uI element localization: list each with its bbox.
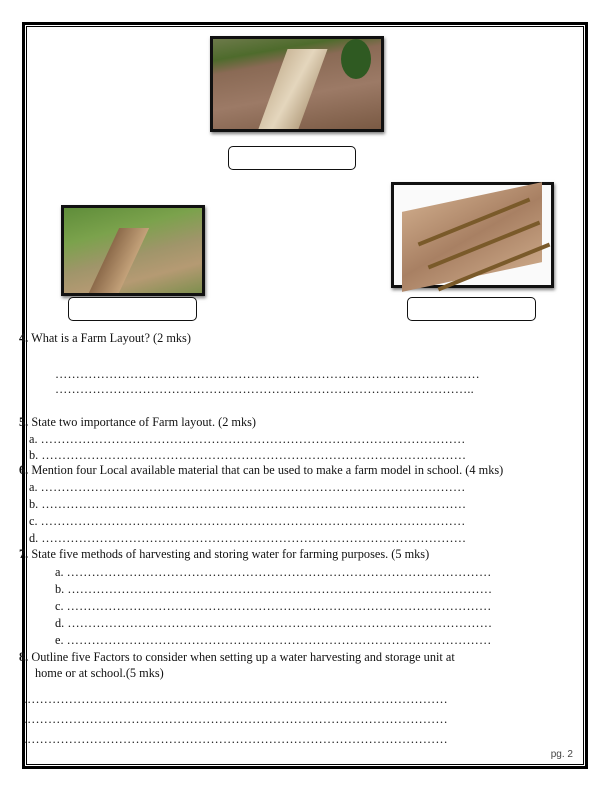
answer-line[interactable]: …………………………………………………………………………………………	[23, 692, 448, 706]
page-border	[19, 22, 588, 769]
photo-fenced-beds	[391, 182, 554, 288]
question-6: 6. Mention four Local available material that can be used to make a farm model in school. (4 mks)	[19, 463, 504, 477]
answer-line[interactable]: …………………………………………………………………………………………	[23, 712, 448, 726]
answer-7d[interactable]: d. …………………………………………………………………………………………	[55, 616, 493, 630]
answer-5a[interactable]: a. …………………………………………………………………………………………	[29, 432, 466, 446]
question-7: 7. State five methods of harvesting and storing water for farming purposes. (5 mks)	[19, 547, 430, 561]
answer-line[interactable]: …………………………………………………………………………………………	[55, 367, 480, 381]
question-8-continued: home or at school.(5 mks)	[35, 666, 164, 680]
answer-7e[interactable]: e. …………………………………………………………………………………………	[55, 633, 492, 647]
photo-trench-field	[61, 205, 205, 296]
answer-6b[interactable]: b. …………………………………………………………………………………………	[29, 497, 467, 511]
answer-7a[interactable]: a. …………………………………………………………………………………………	[55, 565, 492, 579]
answer-6d[interactable]: d. …………………………………………………………………………………………	[29, 531, 467, 545]
answer-line[interactable]: …………………………………………………………………………………………	[23, 732, 448, 746]
question-8: 8. Outline five Factors to consider when setting up a water harvesting and storage unit at	[19, 650, 455, 664]
answer-7c[interactable]: c. …………………………………………………………………………………………	[55, 599, 492, 613]
answer-6a[interactable]: a. …………………………………………………………………………………………	[29, 480, 466, 494]
answer-box-photo-3[interactable]	[407, 297, 536, 321]
answer-7b[interactable]: b. …………………………………………………………………………………………	[55, 582, 493, 596]
answer-line[interactable]: ………………………………………………………………………………………..	[55, 382, 474, 396]
page-number: pg. 2	[550, 749, 573, 760]
answer-box-photo-1[interactable]	[228, 146, 356, 170]
answer-box-photo-2[interactable]	[68, 297, 197, 321]
question-5: 5. State two importance of Farm layout. (2 mks)	[19, 415, 257, 429]
question-4: 4. What is a Farm Layout? (2 mks)	[19, 331, 191, 345]
photo-stone-path-farm	[210, 36, 384, 132]
answer-6c[interactable]: c. …………………………………………………………………………………………	[29, 514, 466, 528]
answer-5b[interactable]: b. …………………………………………………………………………………………	[29, 448, 467, 462]
